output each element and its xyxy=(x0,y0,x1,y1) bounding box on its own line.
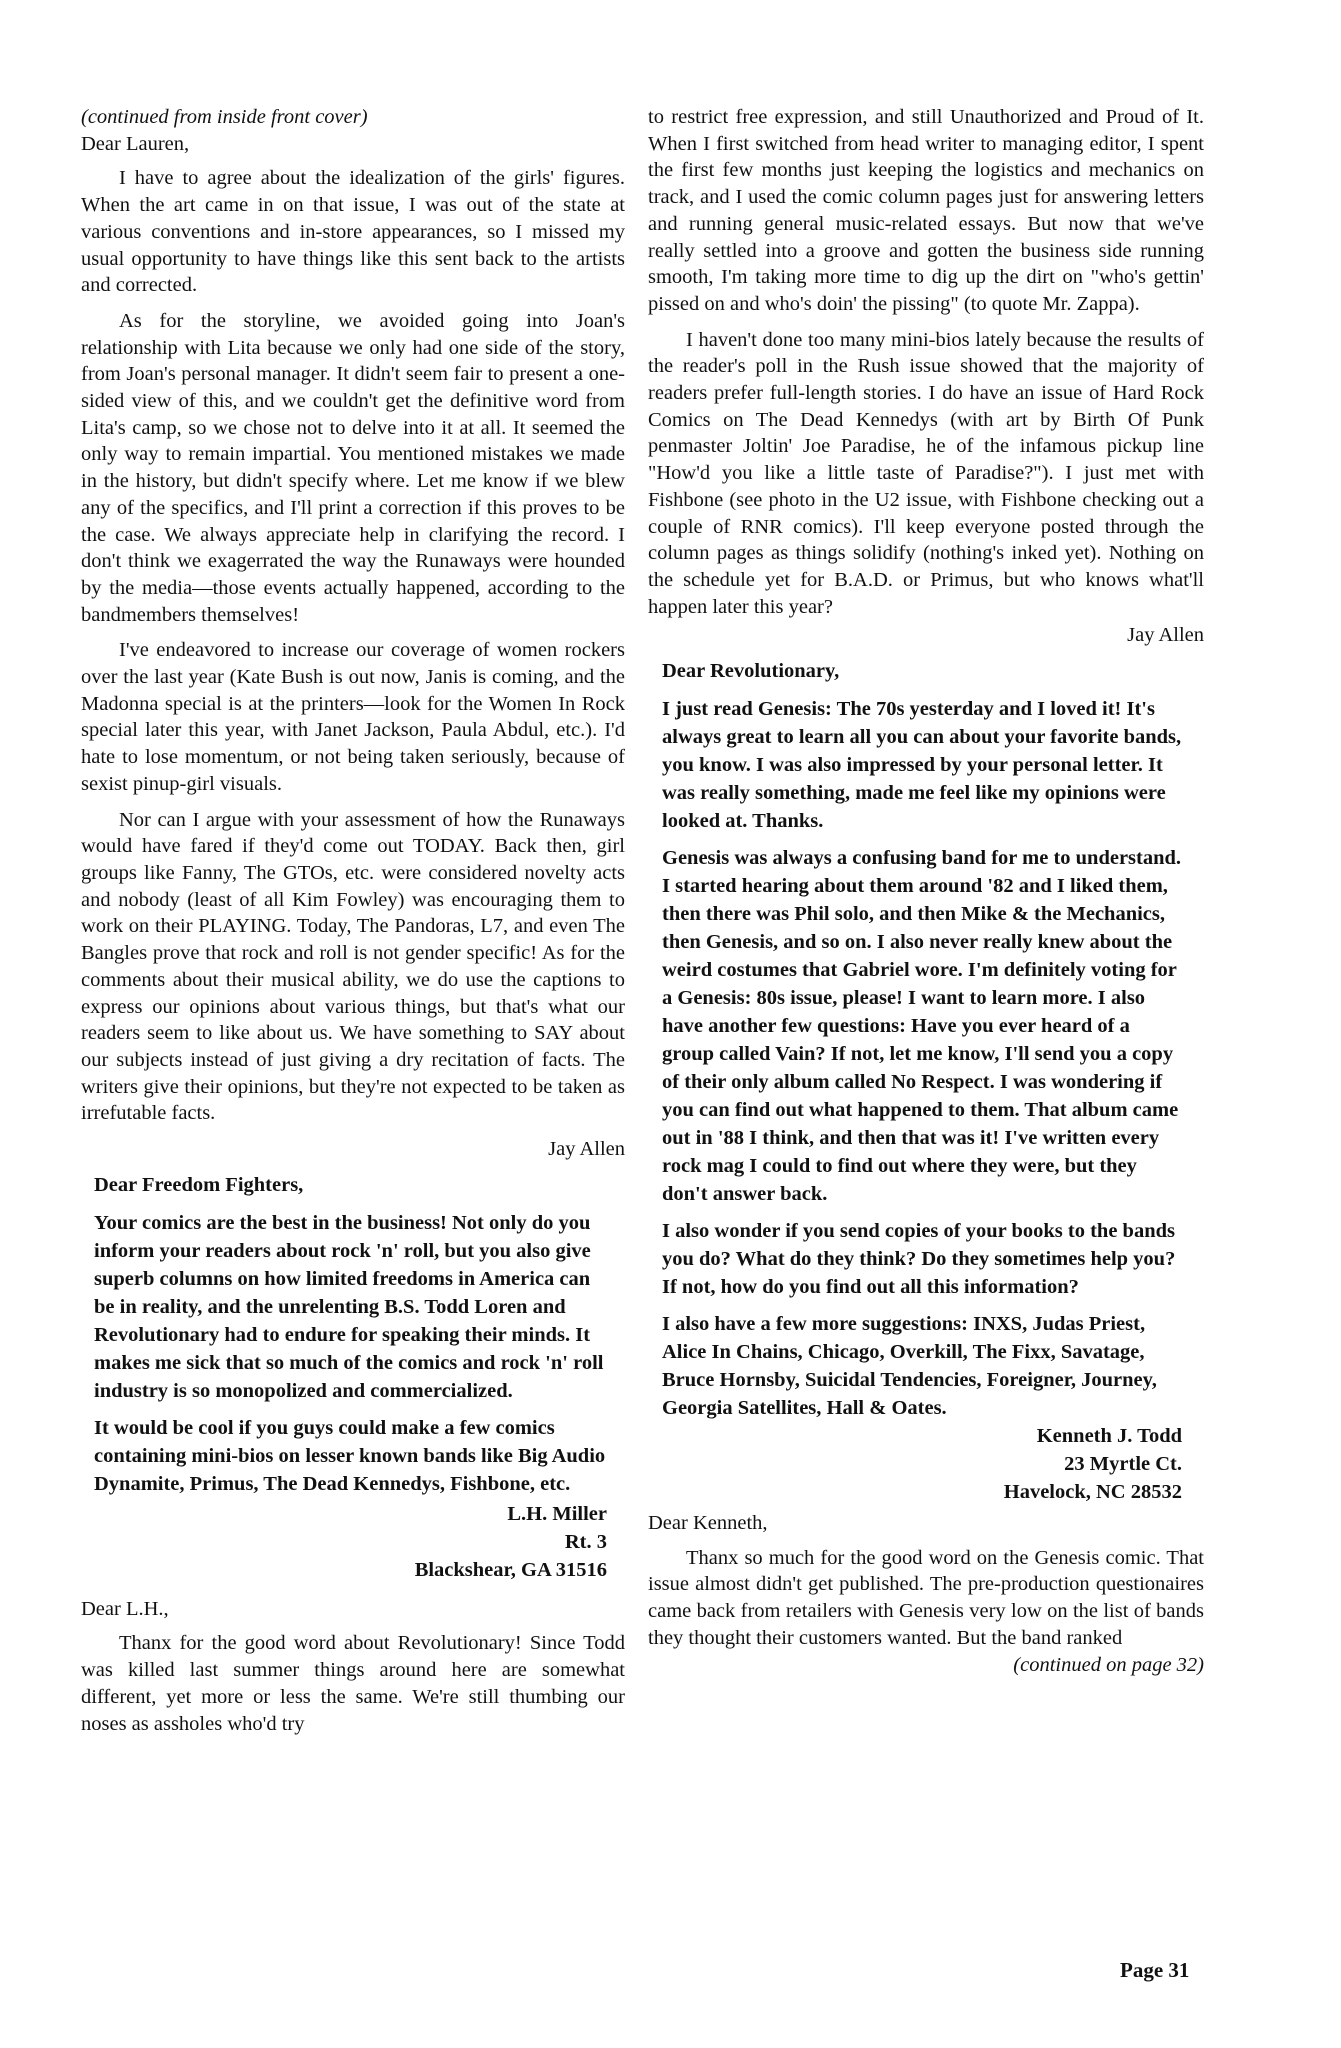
letter-salutation: Dear Freedom Fighters, xyxy=(94,1173,304,1196)
address-line: 23 Myrtle Ct. xyxy=(1064,1453,1182,1476)
signature: Jay Allen xyxy=(1127,624,1204,647)
letter-address xyxy=(94,1500,607,1584)
letter-salutation: Dear Revolutionary, xyxy=(662,660,840,683)
reply-paragraph: As for the storyline, we avoided going into Joan's relationship with Lita because we only had one side of the story, from Joan's personal manager. It didn't seem fair to present a one-sided view of this, and we couldn't get the definitive word from Lita's camp, so we chose not to delve into it at all. It seemed the only way to remain impartial. You mentioned mistakes we made in the history, but didn't specify where. Let me know if we blew any of the specifics, and I'll print a correction if this proves to be the case. We always appreciate help in clarifying the record. I don't think we exagerrated the way the Runaways were hounded by the media—those events actually happened, according to the bandmembers themselves! xyxy=(81,309,625,626)
right-column xyxy=(648,104,1204,1678)
reply-paragraph: Thanx for the good word about Revolutionary! Since Todd was killed last summer things around here are somewhat different, yet more or less the same. We're still thumbing our noses as assholes who'd try xyxy=(81,1632,625,1735)
continued-from-note: (continued from inside front cover) xyxy=(81,106,368,128)
reply-paragraph: I haven't done too many mini-bios lately because the results of the reader's poll in the Rush issue showed that the majority of readers prefer full-length stories. I do have an issue of Hard Rock Comics on The Dead Kennedys (with art by Birth Of Punk penmaster Joltin' Joe Paradise, he of the infamous pickup line "How'd you like a little taste of Paradise?"). I just met with Fishbone (see photo in the U2 issue, with Fishbone checking out a couple of RNR comics). I'll keep everyone posted through the column pages as things solidify (nothing's inked yet). Nothing on the schedule yet for B.A.D. or Primus, but who knows what'll happen later this year? xyxy=(648,328,1204,618)
reply-paragraph: I have to agree about the idealization of the girls' figures. When the art came in on that issue, I was out of the state at various conventions and in-store appearances, so I missed my usual opportunity to have things like this sent back to the artists and corrected. xyxy=(81,167,625,297)
signature: Jay Allen xyxy=(548,1138,625,1161)
address-line: Kenneth J. Todd xyxy=(1036,1425,1182,1448)
address-line: Havelock, NC 28532 xyxy=(1003,1481,1182,1504)
letter-paragraph: Genesis was always a confusing band for me to understand. I started hearing about them around '82 and I liked them, then there was Phil solo, and then Mike & the Mechanics, then Genesis, and so on. I also never really knew about the weird costumes that Gabriel wore. I'm definitely voting for a Genesis: 80s issue, please! I want to learn more. I also have another few questions: Have you ever heard of a group called Vain? If not, let me know, I'll send you a copy of their only album called No Respect. I was wondering if you can find out what happened to them. That album came out in '88 I think, and then that was it! I've written every rock mag I could to find out where they were, but they don't answer back. xyxy=(662,847,1182,1206)
salutation-lh: Dear L.H., xyxy=(81,1597,169,1620)
continued-on-note: (continued on page 32) xyxy=(1013,1653,1204,1676)
letter-address xyxy=(662,1422,1182,1506)
letter-paragraph: It would be cool if you guys could make a few comics containing mini-bios on lesser known bands like Big Audio Dynamite, Primus, The Dead Kennedys, Fishbone, etc. xyxy=(94,1416,606,1495)
reader-letter-freedom-fighters xyxy=(81,1171,625,1584)
letter-paragraph: I also have a few more suggestions: INXS, Judas Priest, Alice In Chains, Chicago, Overkill, The Fixx, Savatage, Bruce Hornsby, Suicidal Tendencies, Foreigner, Journey, Georgia Satellites, Hall & Oates. xyxy=(662,1313,1157,1420)
reply-paragraph: I've endeavored to increase our coverage of women rockers over the last year (Kate Bush is out now, Janis is coming, and the Madonna special is at the printers—look for the Women In Rock special later this year, with Janet Jackson, Paula Abdul, etc.). I'd hate to lose momentum, or not being taken seriously, because of sexist pinup-girl visuals. xyxy=(81,639,625,795)
address-line: Rt. 3 xyxy=(564,1530,607,1553)
address-line: L.H. Miller xyxy=(507,1502,607,1525)
address-line: Blackshear, GA 31516 xyxy=(414,1558,607,1581)
letter-paragraph: Your comics are the best in the business! Not only do you inform your readers about rock 'n' roll, but you also give superb columns on how limited freedoms in America can be in reality, and the unrelenting B.S. Todd Loren and Revolutionary had to endure for speaking their minds. It makes me sick that so much of the comics and rock 'n' roll industry is so monopolized and commercialized. xyxy=(94,1211,604,1402)
salutation-kenneth: Dear Kenneth, xyxy=(648,1512,768,1535)
reply-paragraph: Nor can I argue with your assessment of how the Runaways would have fared if they'd come out TODAY. Back then, girl groups like Fanny, The GTOs, etc. were considered novelty acts and nobody (least of all Kim Fowley) was encouraging them to work on their PLAYING. Today, The Pandoras, L7, and even The Bangles prove that rock and roll is not gender specific! As for the comments about their musical ability, we do use the captions to express our opinions about various things, but that's what our readers seem to like about us. We have something to SAY about our subjects instead of just giving a dry recitation of facts. The writers give their opinions, but they're not expected to be taken as irrefutable facts. xyxy=(81,808,625,1125)
letter-paragraph: I just read Genesis: The 70s yesterday and I loved it! It's always great to learn all you can about your favorite bands, you know. I was also impressed by your personal letter. It was really something, made me feel like my opinions were looked at. Thanks. xyxy=(662,698,1182,833)
reply-paragraph: to restrict free expression, and still Unauthorized and Proud of It. When I first switched from head writer to managing editor, I spent the first few months just keeping the logistics and mechanics on track, and I used the comic column pages just for answering letters and running general music-related essays. But now that we've really settled into a groove and gotten the business side running smooth, I'm taking more time to dig up the dirt on "who's gettin' pissed on and who's doin' the pissing" (to quote Mr. Zappa). xyxy=(648,106,1204,315)
reply-paragraph: Thanx so much for the good word on the Genesis comic. That issue almost didn't get published. The pre-production questionaires came back from retailers with Genesis very low on the list of bands they thought their customers wanted. But the band ranked xyxy=(648,1546,1204,1649)
page-number: Page 31 xyxy=(1120,1958,1190,1982)
left-column xyxy=(81,104,625,1746)
salutation-lauren: Dear Lauren, xyxy=(81,132,190,155)
letter-paragraph: I also wonder if you send copies of your books to the bands you do? What do they think? Do they sometimes help you? If not, how do you find out all this information? xyxy=(662,1220,1176,1299)
reader-letter-revolutionary xyxy=(648,657,1204,1506)
